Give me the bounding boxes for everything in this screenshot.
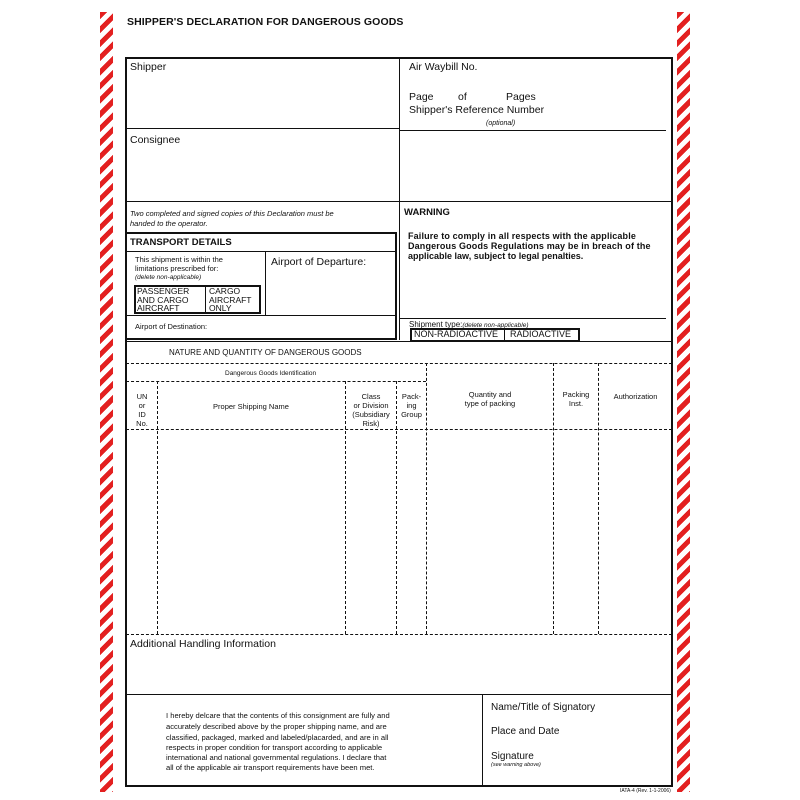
dg-identification: Dangerous Goods Identification: [225, 370, 317, 377]
col-quantity-2: type of packing: [464, 399, 516, 408]
additional-handling-field[interactable]: [127, 652, 672, 692]
air-waybill-label: Air Waybill No.: [409, 61, 478, 73]
table-top-dash: [126, 363, 672, 364]
passenger-line2: AND CARGO: [137, 294, 189, 305]
radioactive-option[interactable]: RADIOACTIVE: [510, 329, 572, 339]
consignee-label: Consignee: [130, 134, 181, 146]
col-quantity-1: Quantity and: [468, 390, 512, 399]
passenger-line3: AIRCRAFT: [137, 303, 180, 313]
declaration-line6: all of the applicable air transport requirements have been met.: [166, 763, 375, 772]
warning-line2: Dangerous Goods Regulations may be in breach of the: [408, 241, 651, 251]
col-class-header: [346, 392, 396, 428]
col-class-2: or Division: [353, 401, 389, 410]
cargo-only-option[interactable]: [207, 286, 260, 313]
non-radioactive-option[interactable]: NON-RADIOACTIVE: [411, 329, 505, 341]
place-date-label: Place and Date: [491, 726, 560, 737]
shipper-field[interactable]: [127, 75, 397, 127]
col-un-1: UN: [136, 392, 148, 401]
col-pack-1: Pack-: [401, 392, 422, 401]
signature-note: (see warning above): [491, 762, 541, 768]
shipment-within-line2: limitations prescribed for:: [135, 264, 219, 273]
cargo-line2: AIRCRAFT: [209, 294, 252, 305]
col-packing-inst-1: Packing: [562, 390, 590, 399]
shipper-bottom-line: [126, 128, 399, 129]
col-class-4: Risk): [362, 419, 380, 428]
col-authorization: Authorization: [613, 392, 658, 401]
additional-handling-label: Additional Handling Information: [130, 638, 276, 650]
ref-number-label: Shipper's Reference Number: [409, 104, 545, 116]
declaration-line3: classified, packaged, marked and labeled/placarded, and are in all: [166, 733, 389, 742]
warning-line1: Failure to comply in all respects with the applicable: [408, 231, 637, 241]
col-pack-3: Group: [401, 410, 422, 419]
col-pack-2: ing: [406, 401, 417, 410]
transport-title-line: [126, 251, 396, 252]
warning-title: WARNING: [404, 207, 450, 218]
col-proper-name: Proper Shipping Name: [213, 402, 289, 411]
declaration-line2: accurately described above by the proper shipping name, and are: [166, 722, 387, 731]
shipment-type-text: Shipment type:: [409, 320, 463, 329]
col-un-2: or: [138, 401, 146, 410]
place-date-field[interactable]: [490, 739, 670, 749]
signature-field[interactable]: [560, 750, 670, 780]
header-bottom-dash: [126, 429, 672, 430]
declaration-line1: I hereby delcare that the contents of this consignment are fully and: [166, 711, 390, 720]
shipment-within-line1: This shipment is within the: [135, 255, 223, 264]
signature-label: Signature: [491, 751, 534, 762]
dangerous-goods-entry-area[interactable]: [127, 431, 672, 633]
col-un-header: [128, 392, 156, 428]
left-hazard-stripe: [100, 12, 113, 792]
airport-departure-label: Airport of Departure:: [271, 256, 367, 268]
name-title-label: Name/Title of Signatory: [491, 702, 596, 713]
declaration-line4: respects in proper condition for transport according to applicable: [166, 743, 383, 752]
col-un-4: No.: [136, 419, 148, 428]
passenger-line1: PASSENGER: [137, 286, 190, 296]
right-hazard-stripe: [677, 12, 690, 792]
form-code: IATA-4 (Rev. 1-1-2006): [620, 788, 671, 794]
copies-note-line2: handed to the operator.: [130, 219, 208, 228]
col-packing-inst-header: [554, 390, 598, 408]
page-label: Page: [409, 91, 434, 103]
airport-departure-field[interactable]: [268, 270, 394, 312]
transport-lower-line: [126, 315, 396, 316]
copies-note-line1: Two completed and signed copies of this Declaration must be: [130, 209, 334, 218]
pages-label: Pages: [506, 91, 536, 103]
ref-bottom-line: [400, 130, 666, 131]
nature-top-line: [126, 341, 673, 342]
name-title-field[interactable]: [490, 715, 670, 725]
identification-dash: [126, 381, 426, 382]
of-label: of: [458, 91, 467, 103]
transport-details-title: TRANSPORT DETAILS: [130, 237, 232, 248]
warning-line3: applicable law, subject to legal penalties.: [408, 251, 584, 261]
col-class-3: (Subsidiary: [352, 410, 390, 419]
col-quantity-header: [427, 390, 553, 408]
cargo-line1: CARGO: [209, 286, 241, 296]
optional-note: (optional): [486, 120, 516, 127]
col-class-1: Class: [361, 392, 381, 401]
delete-note: (delete non-applicable): [135, 274, 202, 281]
shipment-type-line: [400, 318, 666, 319]
additional-bottom-line: [126, 694, 673, 695]
form-title: SHIPPER'S DECLARATION FOR DANGEROUS GOODS: [127, 16, 404, 28]
col-un-3: ID: [138, 410, 146, 419]
table-bottom-dash: [126, 634, 672, 635]
consignee-field[interactable]: [127, 148, 397, 200]
cargo-line3: ONLY: [209, 303, 232, 313]
nature-quantity-title: NATURE AND QUANTITY OF DANGEROUS GOODS: [169, 348, 362, 357]
col-pack-header: [397, 392, 426, 419]
declaration-line5: international and national governmental regulations. I declare that: [166, 753, 387, 762]
shipment-type-note: (delete non-applicable): [462, 322, 529, 329]
top-section-divider: [399, 58, 400, 340]
shipper-label: Shipper: [130, 61, 167, 73]
consignee-bottom-line: [126, 201, 673, 202]
transport-inner-divider: [265, 252, 266, 315]
passenger-cargo-option[interactable]: [135, 286, 206, 313]
airport-destination-label: Airport of Destination:: [135, 322, 208, 331]
signatory-divider: [482, 695, 483, 786]
col-packing-inst-2: Inst.: [568, 399, 584, 408]
